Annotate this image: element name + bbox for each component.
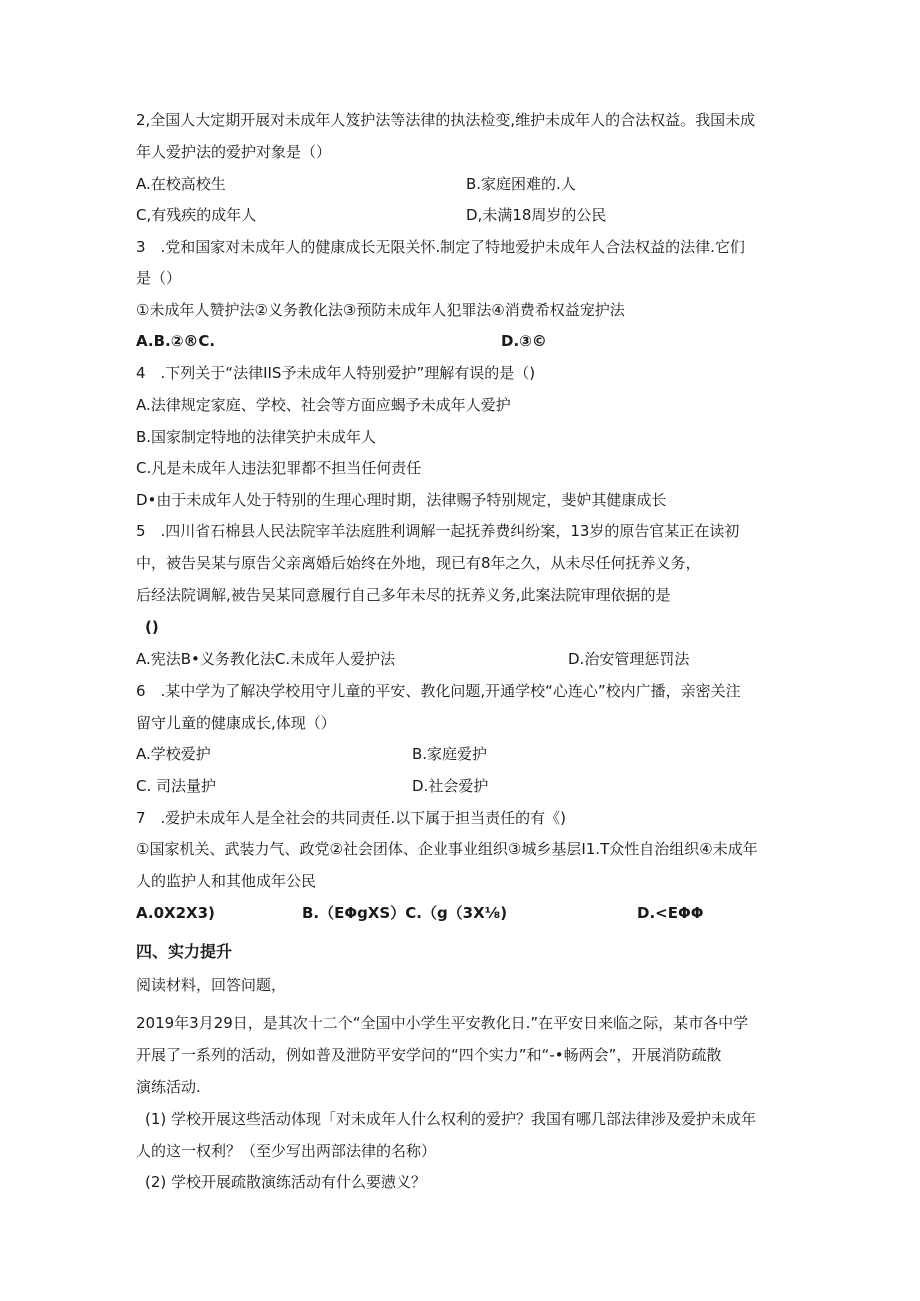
subquestion-1-line1: (1) 学校开展这些活动体现「对未成年人什么权利的爱护？我国有哪几部法律涉及爱护未成年 [145,1110,757,1128]
q4-option-d: D•由于未成年人处于特别的生理心理时期，法律赐予特别规定，斐妒其健康成长 [136,491,667,509]
subquestion-2: (2) 学校开展疏散演练活动有什么要懑义？ [145,1173,427,1191]
q7-statements-line2: 人的监护人和其他成年公民 [136,872,317,890]
section-title: 四、实力提升 [136,942,233,961]
q5-option-abc: A.宪法B•义务教化法C.未成年人爱护法 [136,650,396,668]
q3-stem-line1: 3 .党和国家对未成年人的健康成长无限关怀.制定了特地爱护未成年人合法权益的法律.它们 [136,238,745,256]
q4-option-b: B.国家制定特地的法律笑护未成年人 [136,428,377,446]
q5-stem-line3: 后经法院调解,被告吴某同意履行自己多年未尽的抚养义务,此案法院审理依据的是 [136,586,671,604]
q7-stem: 7 .爱护未成年人是全社会的共同责任.以下属于担当责任的有《) [136,809,566,827]
q7-option-bc: B.（EΦgXS）C.（g（3X⅛) [302,904,508,922]
q7-option-a: A.0X2X3) [136,904,215,922]
q4-option-a: A.法律规定家庭、学校、社会等方面应蝎予未成年人爱护 [136,396,511,414]
q3-stem-line2: 是（） [136,269,182,287]
material-line3: 演练活动. [136,1078,201,1096]
q2-option-a: A.在校高校生 [136,175,226,193]
q2-stem-line2: 年人爱护法的爱护对象是（） [136,143,332,161]
q5-stem-line2: 中，被告吴某与原告父亲离婚后始终在外地，现已有8年之久，从未尽任何抚养义务， [136,554,701,572]
material-line2: 开展了一系列的活动，例如普及泄防平安学问的“四个实力”和“-•畅两会”，开展消防疏散 [136,1046,722,1064]
material-line1: 2019年3月29日，是其次十二个“全国中小学生平安教化日.”在平安日来临之际，某市各中学 [136,1014,749,1032]
q6-option-d: D.社会爱护 [412,777,489,795]
q6-option-a: A.学校爱护 [136,745,211,763]
subquestion-1-line2: 人的这一权利？（至少写出两部法律的名称） [136,1142,437,1160]
q4-option-c: C.凡是未成年人违法犯罪都不担当任何责任 [136,459,422,477]
q7-option-d: D.<EΦΦ [637,904,704,922]
q2-option-b: B.家庭困难的.人 [466,175,576,193]
q6-option-b: B.家庭爱护 [412,745,488,763]
q5-option-d: D.治安管理惩罚法 [568,650,690,668]
q6-stem-line1: 6 .某中学为了解决学校用守儿童的平安、教化问题,开通学校“心连心”校内广播，亲密关注 [136,682,741,700]
q2-option-c: C,有残疾的成年人 [136,206,257,224]
q3-statements: ①未成年人赞护法②义务教化法③预防未成年人犯罪法④消费希权益宠护法 [136,301,625,319]
q2-stem-line1: 2,全国人大定期开展对未成年人笈护法等法律的执法检变,维护未成年人的合法权益。我国未成 [136,111,756,129]
q6-option-c: C. 司法量护 [136,777,217,795]
q2-option-d: D,未满18周岁的公民 [466,206,607,224]
q4-stem: 4 .下列关于“法律IIS予未成年人特别爱护”理解有误的是（) [136,364,536,382]
q6-stem-line2: 留守儿童的健康成长,体现（） [136,714,336,732]
q3-option-d: D.③© [501,332,547,350]
q5-answer-blank: () [145,618,159,636]
q7-statements-line1: ①国家机关、武装力气、政党②社会团体、企业事业组织③城乡基层I1.T众性自治组织④未成年 [136,840,758,858]
section-intro: 阅读材料，回答问题， [136,976,287,994]
q3-option-ab: A.B.②®C. [136,332,216,350]
q5-stem-line1: 5 .四川省石棉县人民法院宰羊法庭胜利调解一起抚养费纠纷案，13岁的原告官某正在读初 [136,522,740,540]
